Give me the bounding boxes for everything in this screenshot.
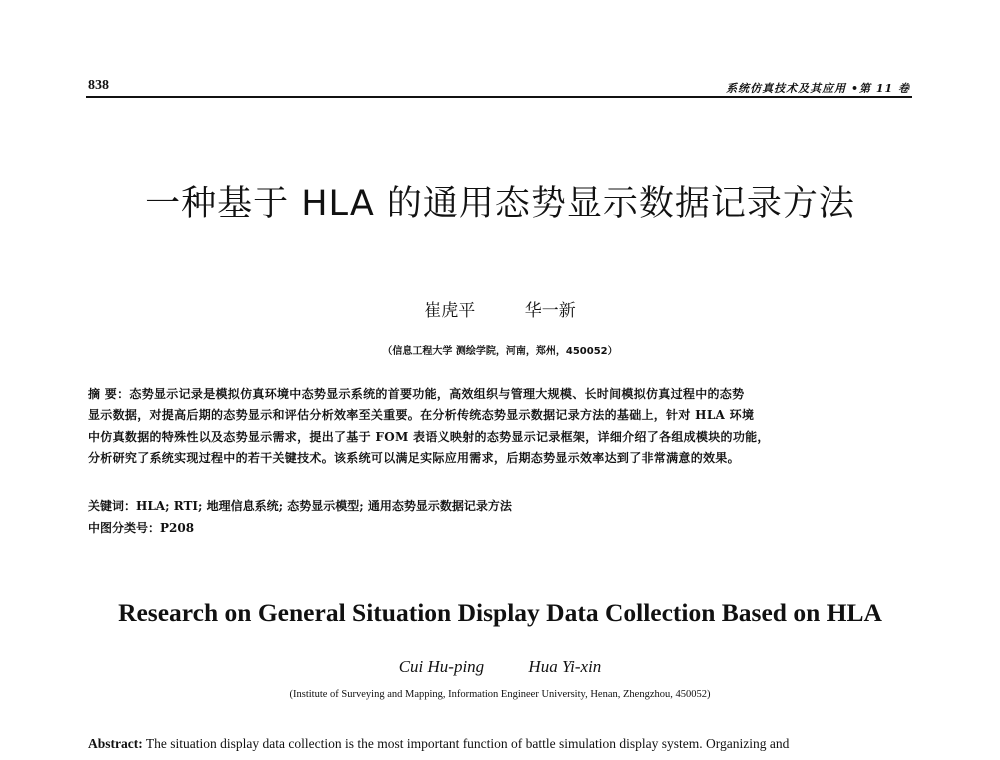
running-head: 系统仿真技术及其应用 •第 11 卷 (726, 82, 910, 95)
author-cn-1: 崔虎平 (424, 301, 476, 321)
affiliation-chinese: （信息工程大学 测绘学院，河南，郑州，450052） (382, 346, 618, 357)
header-rule (86, 96, 912, 98)
abstract-en-text: The situation display data collection is the most important function of battle simulation display system. Organizing and (145, 736, 790, 751)
title-chinese: 一种基于 HLA 的通用态势显示数据记录方法 (145, 184, 855, 224)
affiliation-english: (Institute of Surveying and Mapping, Information Engineer University, Henan, Zhengzhou, 450052) (289, 689, 711, 700)
keywords-label: 关键词： (88, 499, 137, 513)
author-cn-2: 华一新 (524, 301, 576, 321)
page-number: 838 (88, 78, 109, 93)
abstract-en-label: Abstract: (88, 736, 143, 751)
keywords-text: HLA; RTI; 地理信息系统; 态势显示模型; 通用态势显示数据记录方法 (136, 499, 512, 513)
abstract-english (88, 736, 918, 752)
abstract-cn-label: 摘 要： (88, 387, 130, 401)
author-en-1: Cui Hu-ping (398, 657, 485, 676)
clc-label: 中图分类号： (88, 521, 161, 535)
abstract-cn-line-1: 态势显示记录是模拟仿真环境中态势显示系统的首要功能，高效组织与管理大规模、长时间模拟仿真过程中的态势 (129, 387, 745, 401)
abstract-chinese (88, 384, 914, 470)
abstract-cn-line-2: 显示数据，对提高后期的态势显示和评估分析效率至关重要。在分析传统态势显示数据记录方法的基础上，针对 HLA 环境 (88, 408, 755, 423)
title-english: Research on General Situation Display Data Collection Based on HLA (118, 598, 882, 627)
abstract-cn-line-3: 中仿真数据的特殊性以及态势显示需求，提出了基于 FOM 表语义映射的态势显示记录框架，详细介绍了各组成模块的功能， (88, 429, 770, 444)
clc-text: P208 (160, 521, 195, 535)
author-en-2: Hua Yi-xin (528, 657, 602, 676)
authors-english (0, 657, 1000, 677)
abstract-cn-line-4: 分析研究了系统实现过程中的若干关键技术。该系统可以满足实际应用需求，后期态势显示效率达到了非常满意的效果。 (88, 451, 740, 466)
authors-chinese (0, 296, 1000, 321)
keywords-chinese (88, 497, 914, 514)
clc-number (88, 519, 914, 536)
